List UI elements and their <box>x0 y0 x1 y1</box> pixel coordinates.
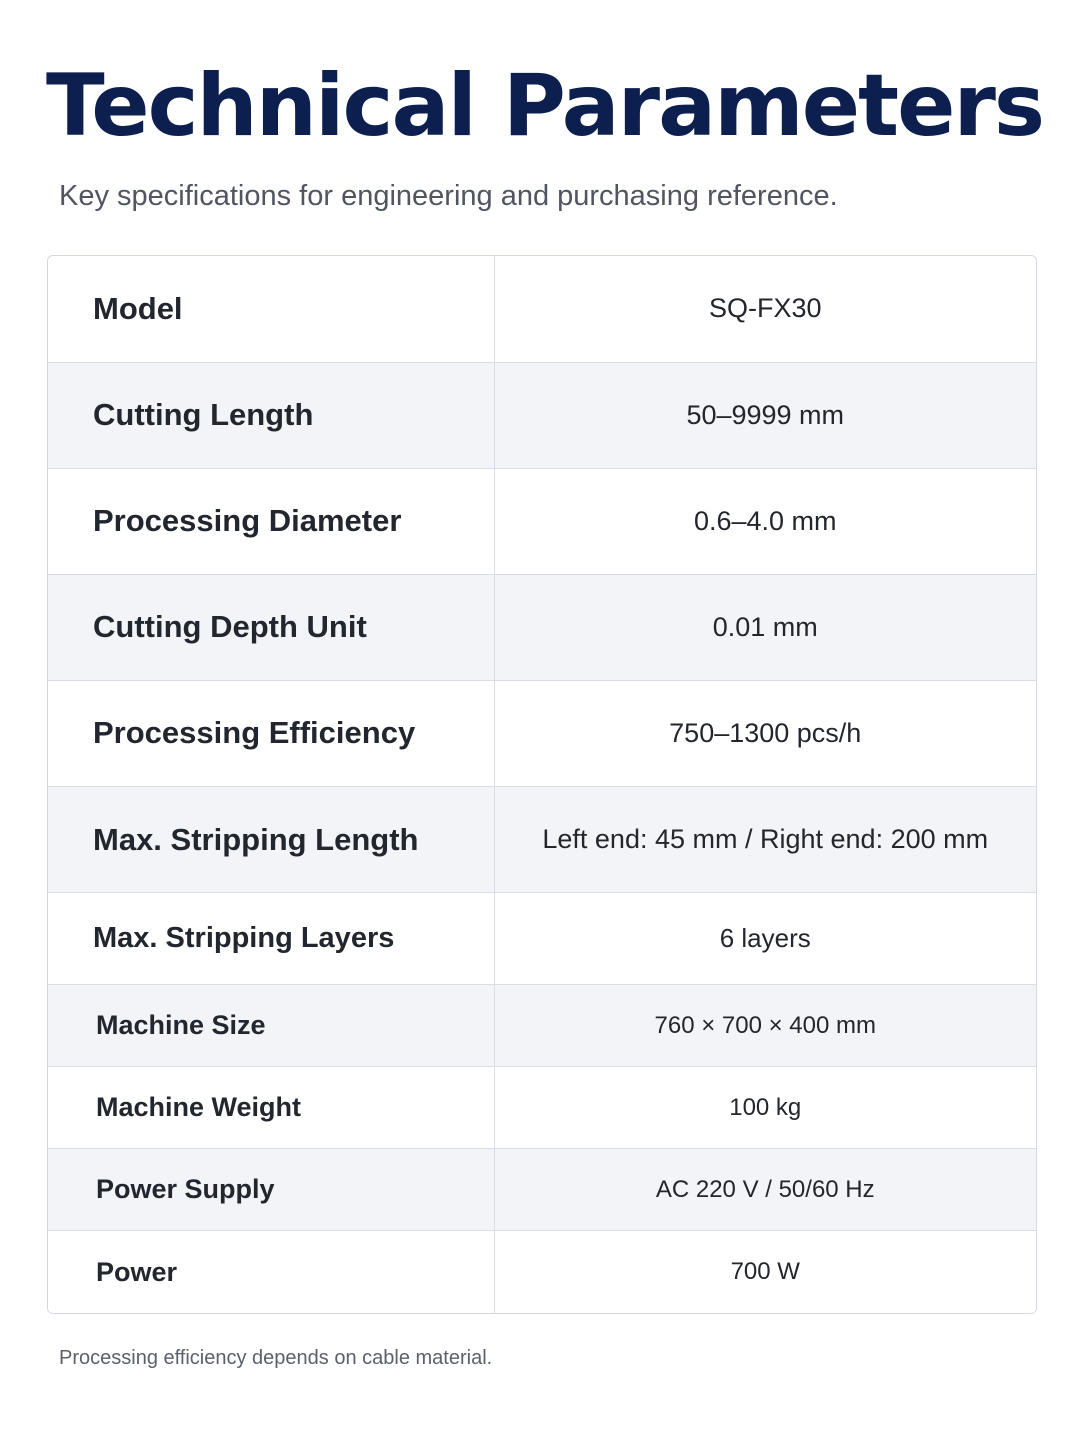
spec-value: Left end: 45 mm / Right end: 200 mm <box>542 824 989 855</box>
spec-label: Power <box>48 1231 494 1313</box>
spec-value: 700 W <box>730 1258 800 1286</box>
spec-label: Processing Efficiency <box>48 680 494 786</box>
spec-table-container <box>47 255 1037 1314</box>
spec-row-model <box>48 256 1036 362</box>
page-subtitle: Key specifications for engineering and purchasing reference. <box>59 180 838 212</box>
spec-label: Machine Size <box>48 985 494 1067</box>
spec-value: 6 layers <box>719 923 811 954</box>
spec-row-cutting-length <box>48 362 1036 468</box>
footnote: Processing efficiency depends on cable material. <box>59 1347 493 1369</box>
spec-table <box>48 256 1036 1313</box>
spec-row-max-stripping-layers <box>48 893 1036 985</box>
spec-label: Cutting Length <box>48 362 494 468</box>
spec-label: Max. Stripping Layers <box>48 893 494 985</box>
spec-label: Cutting Depth Unit <box>48 574 494 680</box>
spec-label: Power Supply <box>48 1149 494 1231</box>
spec-value: 0.01 mm <box>712 611 818 642</box>
spec-row-max-stripping-length <box>48 786 1036 892</box>
spec-value: 100 kg <box>729 1093 802 1121</box>
spec-value: 750–1300 pcs/h <box>669 717 862 748</box>
spec-label: Processing Diameter <box>48 468 494 574</box>
spec-row-machine-weight <box>48 1067 1036 1149</box>
spec-row-machine-size <box>48 985 1036 1067</box>
spec-value: 0.6–4.0 mm <box>693 505 837 536</box>
spec-row-processing-efficiency <box>48 680 1036 786</box>
spec-row-cutting-depth-unit <box>48 574 1036 680</box>
spec-row-processing-diameter <box>48 468 1036 574</box>
spec-value: AC 220 V / 50/60 Hz <box>655 1175 875 1203</box>
spec-value: 760 × 700 × 400 mm <box>654 1011 876 1039</box>
page-title: Technical Parameters <box>46 56 1044 156</box>
spec-row-power <box>48 1231 1036 1313</box>
spec-label: Model <box>48 256 494 362</box>
spec-label: Max. Stripping Length <box>48 786 494 892</box>
spec-value: SQ-FX30 <box>708 293 822 324</box>
spec-row-power-supply <box>48 1149 1036 1231</box>
spec-value: 50–9999 mm <box>686 399 845 430</box>
spec-label: Machine Weight <box>48 1067 494 1149</box>
